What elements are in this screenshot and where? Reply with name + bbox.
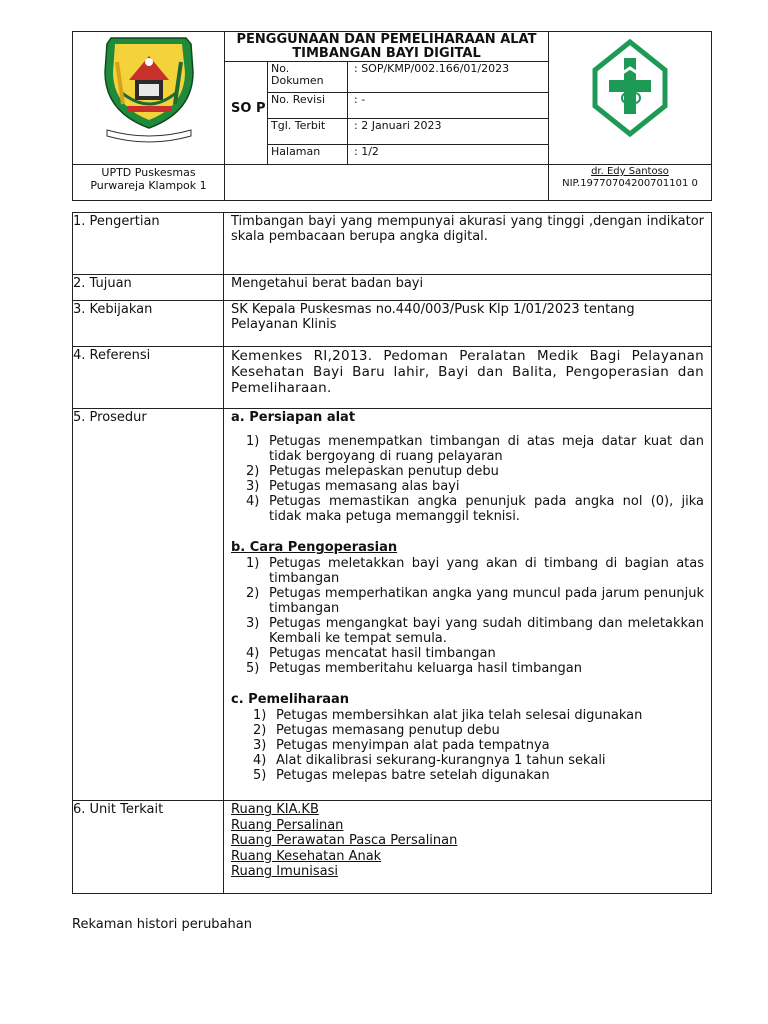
label-prosedur: 5. Prosedur: [73, 409, 224, 801]
section-c-title: c. Pemeliharaan: [231, 692, 350, 707]
signatory-name: dr. Edy Santoso: [591, 166, 669, 177]
list-item: 4) Petugas memastikan angka penunjuk pada angka nol (0), jika tidak maka petuga memanggil teknisi.: [246, 494, 704, 524]
regency-logo-cell: [73, 32, 225, 165]
label-pengertian: 1. Pengertian: [73, 213, 224, 275]
list-item: 1) Petugas meletakkan bayi yang akan di timbang di bagian atas timbangan: [246, 556, 704, 586]
meta-label-no-revisi: No. Revisi: [268, 93, 348, 119]
list-item: 5) Petugas memberitahu keluarga hasil timbangan: [246, 661, 583, 676]
change-history-note: Rekaman histori perubahan: [72, 917, 252, 932]
meta-label-tgl-terbit: Tgl. Terbit: [268, 119, 348, 145]
section-c-list: [231, 708, 704, 783]
list-item: 2) Petugas melepaskan penutup debu: [246, 464, 499, 479]
unit-item: Ruang Imunisasi: [231, 864, 338, 879]
sop-header-table: [72, 31, 712, 201]
text-referensi: Kemenkes RI,2013. Pedoman Peralatan Medik Bagi Pelayanan Kesehatan Bayi Baru lahir, Bayi dan Balita, Pengoperasian dan Pemeliharaan.: [224, 347, 712, 409]
unit-item: Ruang Perawatan Pasca Persalinan: [231, 833, 458, 848]
list-item: 4) Petugas mencatat hasil timbangan: [246, 646, 496, 661]
unit-terkait-list: [224, 801, 712, 894]
section-b-list: [231, 556, 704, 676]
section-b-title: b. Cara Pengoperasian: [231, 540, 398, 555]
organization-name: UPTD Puskesmas Purwareja Klampok 1: [73, 165, 225, 201]
document-title: PENGGUNAAN DAN PEMELIHARAAN ALAT TIMBANGAN BAYI DIGITAL: [225, 32, 549, 62]
text-tujuan: Mengetahui berat badan bayi: [224, 275, 712, 301]
list-item: 1) Petugas menempatkan timbangan di atas meja datar kuat dan tidak bergoyang di ruang pelayaran: [246, 434, 704, 464]
list-item: 3) Petugas memasang alas bayi: [246, 479, 460, 494]
unit-item: Ruang KIA.KB: [231, 802, 319, 817]
unit-item: Ruang Persalinan: [231, 817, 344, 833]
signatory-block: [549, 165, 712, 201]
sop-body-table: [72, 212, 712, 894]
section-a-list: [231, 434, 704, 524]
sop-label: SO P: [225, 62, 268, 165]
list-item: 3) Petugas menyimpan alat pada tempatnya: [253, 738, 550, 753]
label-kebijakan: 3. Kebijakan: [73, 301, 224, 347]
label-referensi: 4. Referensi: [73, 347, 224, 409]
list-item: 5) Petugas melepas batre setelah digunakan: [253, 768, 550, 783]
meta-label-no-dokumen: No. Dokumen: [268, 62, 348, 93]
list-item: 3) Petugas mengangkat bayi yang sudah ditimbang dan meletakkan Kembali ke tempat semula.: [246, 616, 704, 646]
meta-value-no-revisi: : -: [348, 93, 549, 119]
regency-emblem-icon: [73, 32, 224, 160]
label-tujuan: 2. Tujuan: [73, 275, 224, 301]
empty-footer-cell: [225, 165, 549, 201]
signatory-nip: NIP.19770704200701101 0: [562, 178, 698, 189]
puskesmas-logo-icon: [549, 32, 711, 160]
meta-value-no-dokumen: : SOP/KMP/002.166/01/2023: [348, 62, 549, 93]
puskesmas-logo-cell: [549, 32, 712, 165]
list-item: 2) Petugas memasang penutup debu: [253, 723, 500, 738]
list-item: 1) Petugas membersihkan alat jika telah selesai digunakan: [253, 708, 643, 723]
text-kebijakan: SK Kepala Puskesmas no.440/003/Pusk Klp 1/01/2023 tentang Pelayanan Klinis: [224, 301, 712, 347]
label-unit-terkait: 6. Unit Terkait: [73, 801, 224, 894]
meta-value-halaman: : 1/2: [348, 145, 549, 165]
unit-item: Ruang Kesehatan Anak: [231, 848, 382, 864]
section-a-title: a. Persiapan alat: [231, 410, 356, 425]
meta-value-tgl-terbit: : 2 Januari 2023: [348, 119, 549, 145]
prosedur-content: [224, 409, 712, 801]
list-item: 4) Alat dikalibrasi sekurang-kurangnya 1 tahun sekali: [253, 753, 606, 768]
text-pengertian: Timbangan bayi yang mempunyai akurasi yang tinggi ,dengan indikator skala pembacaan berupa angka digital.: [224, 213, 712, 275]
meta-label-halaman: Halaman: [268, 145, 348, 165]
list-item: 2) Petugas memperhatikan angka yang muncul pada jarum penunjuk timbangan: [246, 586, 704, 616]
